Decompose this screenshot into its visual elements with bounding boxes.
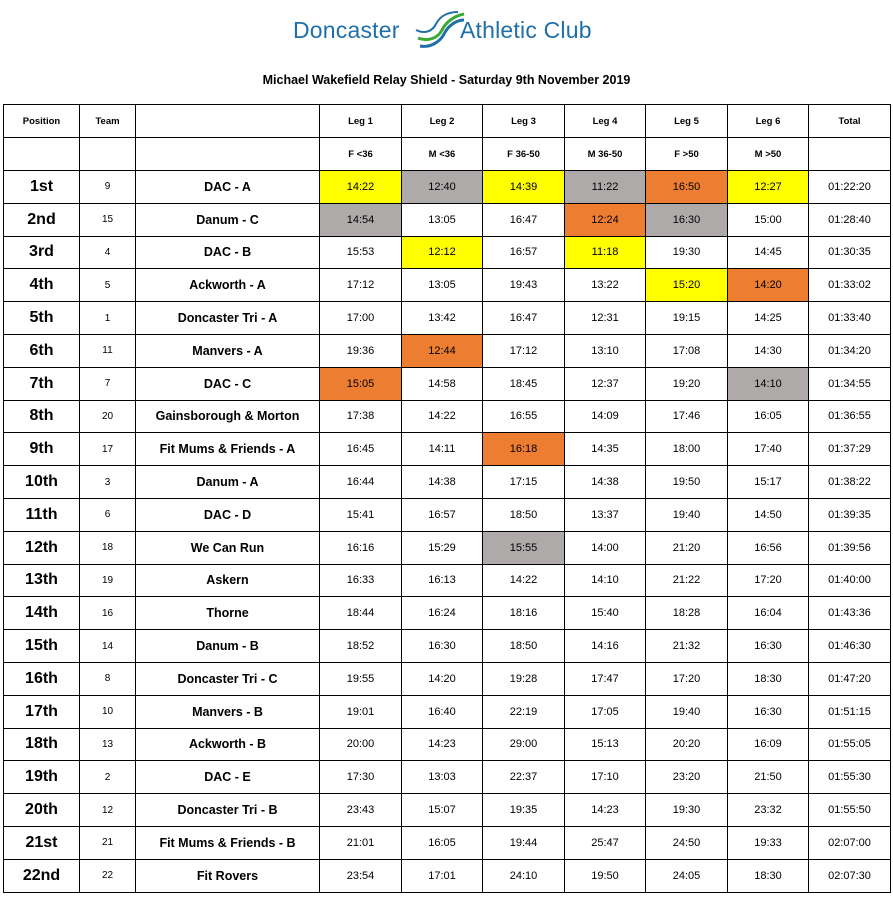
total-time-cell: 02:07:00: [809, 826, 891, 859]
header-leg-3: Leg 3: [483, 105, 565, 138]
leg-3-time-cell: 16:55: [483, 400, 565, 433]
category-leg-4: M 36-50: [565, 138, 646, 171]
leg-6-time-cell: 14:45: [728, 236, 809, 269]
leg-3-time-cell: 19:35: [483, 794, 565, 827]
table-row: [4, 531, 891, 564]
leg-3-time-cell: 18:16: [483, 597, 565, 630]
position-cell: 9th: [4, 433, 80, 466]
leg-5-time-cell: 19:50: [646, 466, 728, 499]
leg-2-time-cell: 14:58: [402, 367, 483, 400]
position-cell: 21st: [4, 826, 80, 859]
position-cell: 6th: [4, 334, 80, 367]
leg-2-time-cell: 13:03: [402, 761, 483, 794]
table-row: [4, 269, 891, 302]
header-name: [136, 105, 320, 138]
leg-1-time-cell: 16:44: [320, 466, 402, 499]
header-leg-5: Leg 5: [646, 105, 728, 138]
leg-6-time-cell: 17:40: [728, 433, 809, 466]
team-name-cell: Thorne: [136, 597, 320, 630]
team-number-cell: 14: [80, 630, 136, 663]
total-time-cell: 01:30:35: [809, 236, 891, 269]
leg-6-time-cell: 14:50: [728, 498, 809, 531]
position-cell: 13th: [4, 564, 80, 597]
leg-5-time-cell: 21:22: [646, 564, 728, 597]
leg-3-time-cell: 22:37: [483, 761, 565, 794]
leg-4-time-cell: 14:16: [565, 630, 646, 663]
leg-6-time-cell: 16:05: [728, 400, 809, 433]
team-name-cell: DAC - A: [136, 171, 320, 204]
header-position: Position: [4, 105, 80, 138]
leg-6-time-cell: 15:17: [728, 466, 809, 499]
position-cell: 16th: [4, 662, 80, 695]
leg-2-time-cell: 14:38: [402, 466, 483, 499]
table-row: [4, 859, 891, 892]
leg-3-time-cell: 16:47: [483, 302, 565, 335]
leg-5-time-cell: 21:20: [646, 531, 728, 564]
leg-4-time-cell: 15:40: [565, 597, 646, 630]
category-leg-6: M >50: [728, 138, 809, 171]
leg-6-time-cell: 16:09: [728, 728, 809, 761]
table-row: [4, 695, 891, 728]
leg-1-time-cell: 18:44: [320, 597, 402, 630]
leg-2-time-cell: 17:01: [402, 859, 483, 892]
leg-2-time-cell: 12:40: [402, 171, 483, 204]
category-row: [4, 138, 891, 171]
team-name-cell: Doncaster Tri - A: [136, 302, 320, 335]
team-number-cell: 12: [80, 794, 136, 827]
leg-4-time-cell: 25:47: [565, 826, 646, 859]
leg-4-time-cell: 11:18: [565, 236, 646, 269]
category-leg-3: F 36-50: [483, 138, 565, 171]
leg-6-time-cell: 21:50: [728, 761, 809, 794]
leg-3-time-cell: 19:43: [483, 269, 565, 302]
category-blank-team: [80, 138, 136, 171]
swoosh-logo-icon: [414, 8, 466, 52]
leg-5-time-cell: 20:20: [646, 728, 728, 761]
leg-2-time-cell: 16:05: [402, 826, 483, 859]
team-name-cell: Ackworth - B: [136, 728, 320, 761]
team-number-cell: 1: [80, 302, 136, 335]
team-name-cell: Manvers - A: [136, 334, 320, 367]
total-time-cell: 01:55:30: [809, 761, 891, 794]
leg-2-time-cell: 14:23: [402, 728, 483, 761]
team-name-cell: DAC - D: [136, 498, 320, 531]
category-leg-2: M <36: [402, 138, 483, 171]
leg-1-time-cell: 20:00: [320, 728, 402, 761]
leg-3-time-cell: 29:00: [483, 728, 565, 761]
leg-5-time-cell: 17:46: [646, 400, 728, 433]
leg-6-time-cell: 14:20: [728, 269, 809, 302]
leg-5-time-cell: 19:30: [646, 794, 728, 827]
leg-4-time-cell: 13:10: [565, 334, 646, 367]
total-time-cell: 01:37:29: [809, 433, 891, 466]
leg-2-time-cell: 16:24: [402, 597, 483, 630]
leg-1-time-cell: 16:33: [320, 564, 402, 597]
position-cell: 17th: [4, 695, 80, 728]
team-number-cell: 6: [80, 498, 136, 531]
leg-3-time-cell: 14:39: [483, 171, 565, 204]
team-number-cell: 20: [80, 400, 136, 433]
position-cell: 8th: [4, 400, 80, 433]
leg-4-time-cell: 14:38: [565, 466, 646, 499]
leg-1-time-cell: 17:38: [320, 400, 402, 433]
leg-2-time-cell: 16:40: [402, 695, 483, 728]
leg-2-time-cell: 12:12: [402, 236, 483, 269]
position-cell: 10th: [4, 466, 80, 499]
team-name-cell: DAC - B: [136, 236, 320, 269]
total-time-cell: 01:34:55: [809, 367, 891, 400]
total-time-cell: 01:33:40: [809, 302, 891, 335]
table-row: [4, 564, 891, 597]
leg-3-time-cell: 14:22: [483, 564, 565, 597]
total-time-cell: 01:28:40: [809, 203, 891, 236]
team-name-cell: Ackworth - A: [136, 269, 320, 302]
leg-4-time-cell: 14:23: [565, 794, 646, 827]
leg-6-time-cell: 14:10: [728, 367, 809, 400]
total-time-cell: 01:46:30: [809, 630, 891, 663]
leg-2-time-cell: 13:05: [402, 203, 483, 236]
leg-5-time-cell: 18:28: [646, 597, 728, 630]
leg-2-time-cell: 14:22: [402, 400, 483, 433]
leg-5-time-cell: 24:05: [646, 859, 728, 892]
team-number-cell: 17: [80, 433, 136, 466]
team-name-cell: Danum - B: [136, 630, 320, 663]
leg-1-time-cell: 23:54: [320, 859, 402, 892]
leg-3-time-cell: 19:44: [483, 826, 565, 859]
leg-5-time-cell: 21:32: [646, 630, 728, 663]
leg-5-time-cell: 15:20: [646, 269, 728, 302]
total-time-cell: 01:39:35: [809, 498, 891, 531]
leg-4-time-cell: 13:22: [565, 269, 646, 302]
leg-2-time-cell: 13:05: [402, 269, 483, 302]
leg-5-time-cell: 24:50: [646, 826, 728, 859]
leg-2-time-cell: 16:30: [402, 630, 483, 663]
team-name-cell: Doncaster Tri - C: [136, 662, 320, 695]
leg-3-time-cell: 17:15: [483, 466, 565, 499]
total-time-cell: 01:36:55: [809, 400, 891, 433]
team-number-cell: 10: [80, 695, 136, 728]
leg-4-time-cell: 14:09: [565, 400, 646, 433]
leg-4-time-cell: 13:37: [565, 498, 646, 531]
header-total: Total: [809, 105, 891, 138]
total-time-cell: 01:51:15: [809, 695, 891, 728]
leg-3-time-cell: 24:10: [483, 859, 565, 892]
category-blank-total: [809, 138, 891, 171]
position-cell: 5th: [4, 302, 80, 335]
leg-3-time-cell: 16:57: [483, 236, 565, 269]
table-row: [4, 302, 891, 335]
leg-4-time-cell: 11:22: [565, 171, 646, 204]
leg-1-time-cell: 19:36: [320, 334, 402, 367]
total-time-cell: 01:40:00: [809, 564, 891, 597]
team-name-cell: We Can Run: [136, 531, 320, 564]
leg-1-time-cell: 23:43: [320, 794, 402, 827]
position-cell: 18th: [4, 728, 80, 761]
leg-4-time-cell: 17:47: [565, 662, 646, 695]
team-name-cell: Askern: [136, 564, 320, 597]
leg-6-time-cell: 16:04: [728, 597, 809, 630]
leg-1-time-cell: 15:05: [320, 367, 402, 400]
leg-1-time-cell: 17:00: [320, 302, 402, 335]
total-time-cell: 01:55:50: [809, 794, 891, 827]
leg-1-time-cell: 14:22: [320, 171, 402, 204]
position-cell: 22nd: [4, 859, 80, 892]
leg-2-time-cell: 16:57: [402, 498, 483, 531]
team-name-cell: Fit Mums & Friends - B: [136, 826, 320, 859]
leg-2-time-cell: 13:42: [402, 302, 483, 335]
leg-6-time-cell: 15:00: [728, 203, 809, 236]
team-name-cell: Danum - A: [136, 466, 320, 499]
team-number-cell: 15: [80, 203, 136, 236]
position-cell: 19th: [4, 761, 80, 794]
results-table: [3, 104, 891, 893]
leg-1-time-cell: 14:54: [320, 203, 402, 236]
leg-2-time-cell: 12:44: [402, 334, 483, 367]
leg-1-time-cell: 19:01: [320, 695, 402, 728]
leg-5-time-cell: 19:40: [646, 498, 728, 531]
leg-1-time-cell: 15:53: [320, 236, 402, 269]
team-name-cell: Manvers - B: [136, 695, 320, 728]
position-cell: 4th: [4, 269, 80, 302]
total-time-cell: 01:34:20: [809, 334, 891, 367]
leg-3-time-cell: 18:45: [483, 367, 565, 400]
header-leg-2: Leg 2: [402, 105, 483, 138]
leg-5-time-cell: 16:50: [646, 171, 728, 204]
club-logo: [293, 6, 633, 54]
team-number-cell: 8: [80, 662, 136, 695]
team-name-cell: DAC - C: [136, 367, 320, 400]
table-row: [4, 662, 891, 695]
leg-6-time-cell: 18:30: [728, 859, 809, 892]
leg-6-time-cell: 14:30: [728, 334, 809, 367]
leg-1-time-cell: 21:01: [320, 826, 402, 859]
leg-2-time-cell: 14:20: [402, 662, 483, 695]
leg-6-time-cell: 16:30: [728, 630, 809, 663]
table-row: [4, 334, 891, 367]
leg-1-time-cell: 16:16: [320, 531, 402, 564]
header-row: [4, 105, 891, 138]
table-row: [4, 794, 891, 827]
position-cell: 14th: [4, 597, 80, 630]
leg-2-time-cell: 14:11: [402, 433, 483, 466]
team-number-cell: 21: [80, 826, 136, 859]
leg-1-time-cell: 15:41: [320, 498, 402, 531]
leg-2-time-cell: 15:07: [402, 794, 483, 827]
leg-5-time-cell: 17:08: [646, 334, 728, 367]
team-number-cell: 13: [80, 728, 136, 761]
leg-5-time-cell: 19:15: [646, 302, 728, 335]
leg-5-time-cell: 19:30: [646, 236, 728, 269]
leg-6-time-cell: 12:27: [728, 171, 809, 204]
position-cell: 7th: [4, 367, 80, 400]
leg-3-time-cell: 15:55: [483, 531, 565, 564]
total-time-cell: 01:43:36: [809, 597, 891, 630]
leg-1-time-cell: 16:45: [320, 433, 402, 466]
team-number-cell: 2: [80, 761, 136, 794]
team-number-cell: 22: [80, 859, 136, 892]
leg-2-time-cell: 15:29: [402, 531, 483, 564]
leg-6-time-cell: 14:25: [728, 302, 809, 335]
leg-4-time-cell: 15:13: [565, 728, 646, 761]
team-number-cell: 18: [80, 531, 136, 564]
leg-6-time-cell: 17:20: [728, 564, 809, 597]
leg-5-time-cell: 19:20: [646, 367, 728, 400]
table-row: [4, 171, 891, 204]
leg-3-time-cell: 19:28: [483, 662, 565, 695]
table-row: [4, 367, 891, 400]
table-row: [4, 728, 891, 761]
leg-1-time-cell: 17:12: [320, 269, 402, 302]
leg-3-time-cell: 17:12: [483, 334, 565, 367]
table-row: [4, 466, 891, 499]
total-time-cell: 01:55:05: [809, 728, 891, 761]
leg-5-time-cell: 16:30: [646, 203, 728, 236]
leg-6-time-cell: 18:30: [728, 662, 809, 695]
leg-4-time-cell: 12:24: [565, 203, 646, 236]
table-row: [4, 761, 891, 794]
team-number-cell: 7: [80, 367, 136, 400]
leg-1-time-cell: 17:30: [320, 761, 402, 794]
team-name-cell: Fit Rovers: [136, 859, 320, 892]
leg-4-time-cell: 19:50: [565, 859, 646, 892]
position-cell: 11th: [4, 498, 80, 531]
table-row: [4, 203, 891, 236]
team-number-cell: 5: [80, 269, 136, 302]
table-row: [4, 433, 891, 466]
leg-3-time-cell: 18:50: [483, 630, 565, 663]
position-cell: 1st: [4, 171, 80, 204]
header-leg-6: Leg 6: [728, 105, 809, 138]
team-name-cell: Fit Mums & Friends - A: [136, 433, 320, 466]
position-cell: 15th: [4, 630, 80, 663]
table-row: [4, 400, 891, 433]
team-number-cell: 9: [80, 171, 136, 204]
leg-4-time-cell: 12:37: [565, 367, 646, 400]
leg-3-time-cell: 22:19: [483, 695, 565, 728]
team-name-cell: Gainsborough & Morton: [136, 400, 320, 433]
team-name-cell: Danum - C: [136, 203, 320, 236]
leg-3-time-cell: 16:18: [483, 433, 565, 466]
leg-5-time-cell: 19:40: [646, 695, 728, 728]
leg-4-time-cell: 14:00: [565, 531, 646, 564]
header-leg-4: Leg 4: [565, 105, 646, 138]
leg-3-time-cell: 16:47: [483, 203, 565, 236]
team-number-cell: 19: [80, 564, 136, 597]
position-cell: 12th: [4, 531, 80, 564]
leg-6-time-cell: 19:33: [728, 826, 809, 859]
total-time-cell: 01:38:22: [809, 466, 891, 499]
logo-text-doncaster: Doncaster: [293, 17, 400, 43]
leg-6-time-cell: 16:30: [728, 695, 809, 728]
table-row: [4, 630, 891, 663]
leg-5-time-cell: 18:00: [646, 433, 728, 466]
team-number-cell: 11: [80, 334, 136, 367]
header-team: Team: [80, 105, 136, 138]
leg-3-time-cell: 18:50: [483, 498, 565, 531]
total-time-cell: 01:47:20: [809, 662, 891, 695]
page-title: Michael Wakefield Relay Shield - Saturday 9th November 2019: [262, 73, 631, 87]
team-number-cell: 16: [80, 597, 136, 630]
table-row: [4, 236, 891, 269]
leg-4-time-cell: 17:05: [565, 695, 646, 728]
category-leg-5: F >50: [646, 138, 728, 171]
team-number-cell: 3: [80, 466, 136, 499]
total-time-cell: 01:22:20: [809, 171, 891, 204]
team-number-cell: 4: [80, 236, 136, 269]
total-time-cell: 01:33:02: [809, 269, 891, 302]
position-cell: 20th: [4, 794, 80, 827]
leg-1-time-cell: 18:52: [320, 630, 402, 663]
position-cell: 3rd: [4, 236, 80, 269]
leg-2-time-cell: 16:13: [402, 564, 483, 597]
table-row: [4, 826, 891, 859]
leg-4-time-cell: 14:35: [565, 433, 646, 466]
total-time-cell: 02:07:30: [809, 859, 891, 892]
leg-5-time-cell: 17:20: [646, 662, 728, 695]
team-name-cell: DAC - E: [136, 761, 320, 794]
logo-text-athletic-club: Athletic Club: [460, 17, 592, 43]
leg-1-time-cell: 19:55: [320, 662, 402, 695]
total-time-cell: 01:39:56: [809, 531, 891, 564]
team-name-cell: Doncaster Tri - B: [136, 794, 320, 827]
leg-4-time-cell: 14:10: [565, 564, 646, 597]
table-row: [4, 597, 891, 630]
category-leg-1: F <36: [320, 138, 402, 171]
leg-6-time-cell: 16:56: [728, 531, 809, 564]
header-leg-1: Leg 1: [320, 105, 402, 138]
leg-5-time-cell: 23:20: [646, 761, 728, 794]
leg-4-time-cell: 17:10: [565, 761, 646, 794]
category-blank-position: [4, 138, 80, 171]
table-row: [4, 498, 891, 531]
leg-4-time-cell: 12:31: [565, 302, 646, 335]
leg-6-time-cell: 23:32: [728, 794, 809, 827]
category-blank-name: [136, 138, 320, 171]
position-cell: 2nd: [4, 203, 80, 236]
